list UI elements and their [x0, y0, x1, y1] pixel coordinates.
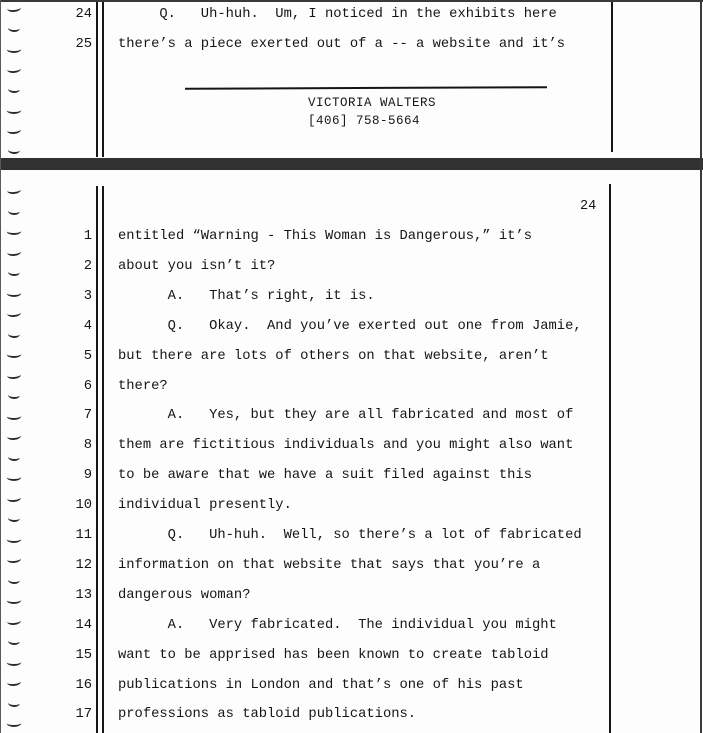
line-number: 15 — [75, 647, 92, 663]
transcript-line — [0, 678, 650, 695]
scan-top-edge — [0, 0, 703, 2]
line-number: 6 — [83, 378, 92, 394]
line-text: A. That’s right, it is. — [118, 288, 375, 304]
transcript-line — [0, 648, 650, 665]
transcript-line — [0, 319, 650, 336]
line-number: 11 — [75, 528, 92, 543]
binding-mark — [7, 247, 22, 256]
binding-mark — [8, 146, 20, 155]
line-text: A. Very fabricated. The individual you might — [118, 617, 557, 633]
transcript-line — [0, 528, 650, 545]
reporter-phone: [406] 758-5664 — [308, 114, 421, 128]
binding-mark — [8, 698, 20, 707]
line-text: information on that website that says that you’re a — [118, 557, 541, 573]
page-separator-band — [0, 158, 703, 170]
transcript-line — [0, 349, 650, 366]
line-number: 24 — [75, 7, 92, 22]
line-text: them are fictitious individuals and you might also want — [118, 438, 574, 454]
line-text: want to be apprised has been known to create tabloid — [118, 647, 549, 663]
line-text: Q. Uh-huh. Um, I noticed in the exhibits here — [118, 7, 557, 22]
binding-mark — [8, 85, 20, 94]
signature-line — [185, 86, 547, 90]
reporter-name: VICTORIA WALTERS — [308, 96, 437, 110]
transcript-line — [0, 229, 650, 246]
line-text: individual presently. — [118, 498, 292, 514]
binding-mark — [8, 575, 20, 584]
line-number: 5 — [83, 348, 92, 364]
transcript-line — [0, 7, 650, 24]
line-text: dangerous woman? — [118, 587, 251, 603]
line-text: professions as tabloid publications. — [118, 707, 417, 723]
line-number: 4 — [83, 318, 92, 334]
line-number: 10 — [75, 498, 92, 514]
transcript-line — [0, 289, 650, 306]
binding-mark — [7, 185, 22, 194]
line-text: entitled “Warning - This Woman is Dangerous,” it’s — [118, 229, 532, 244]
line-number: 1 — [83, 229, 92, 244]
transcript-line — [0, 588, 650, 605]
transcript-line — [0, 438, 650, 455]
line-text: publications in London and that’s one of his past — [118, 677, 524, 693]
transcript-line — [0, 37, 650, 54]
line-number: 3 — [83, 288, 92, 304]
line-number: 17 — [75, 707, 92, 723]
line-number: 2 — [83, 258, 92, 274]
line-number: 25 — [75, 37, 92, 52]
transcript-line — [0, 259, 650, 276]
binding-mark — [7, 105, 22, 113]
scan-left-edge — [0, 0, 1, 733]
binding-mark — [8, 206, 20, 215]
line-number: 16 — [75, 677, 92, 693]
line-text: there? — [118, 378, 168, 394]
line-text: to be aware that we have a suit filed against this — [118, 468, 532, 484]
transcript-line — [0, 379, 650, 396]
page-number: 24 — [580, 199, 597, 214]
scan-right-edge — [700, 0, 702, 733]
transcript-line — [0, 558, 650, 575]
transcript-line — [0, 408, 650, 425]
line-text: but there are lots of others on that website, aren’t — [118, 348, 549, 364]
transcript-line — [0, 468, 650, 485]
line-text: Q. Uh-huh. Well, so there’s a lot of fabricated — [118, 528, 582, 543]
binding-mark — [7, 308, 22, 317]
binding-mark — [7, 64, 22, 73]
binding-mark — [8, 24, 20, 33]
binding-mark — [8, 637, 20, 646]
binding-mark — [7, 125, 22, 134]
line-number: 13 — [75, 587, 92, 603]
line-number: 8 — [83, 438, 92, 454]
line-text: A. Yes, but they are all fabricated and most of — [118, 408, 574, 424]
transcript-line — [0, 498, 650, 515]
transcript-line — [0, 707, 650, 724]
line-number: 12 — [75, 557, 92, 573]
line-text: Q. Okay. And you’ve exerted out one from Jamie, — [118, 318, 582, 334]
line-text: there’s a piece exerted out of a -- a website and it’s — [118, 37, 566, 52]
line-text: about you isn’t it? — [118, 258, 276, 274]
line-number: 9 — [83, 468, 92, 484]
transcript-line — [0, 618, 650, 635]
line-number: 7 — [83, 408, 92, 424]
line-number: 14 — [75, 617, 92, 633]
